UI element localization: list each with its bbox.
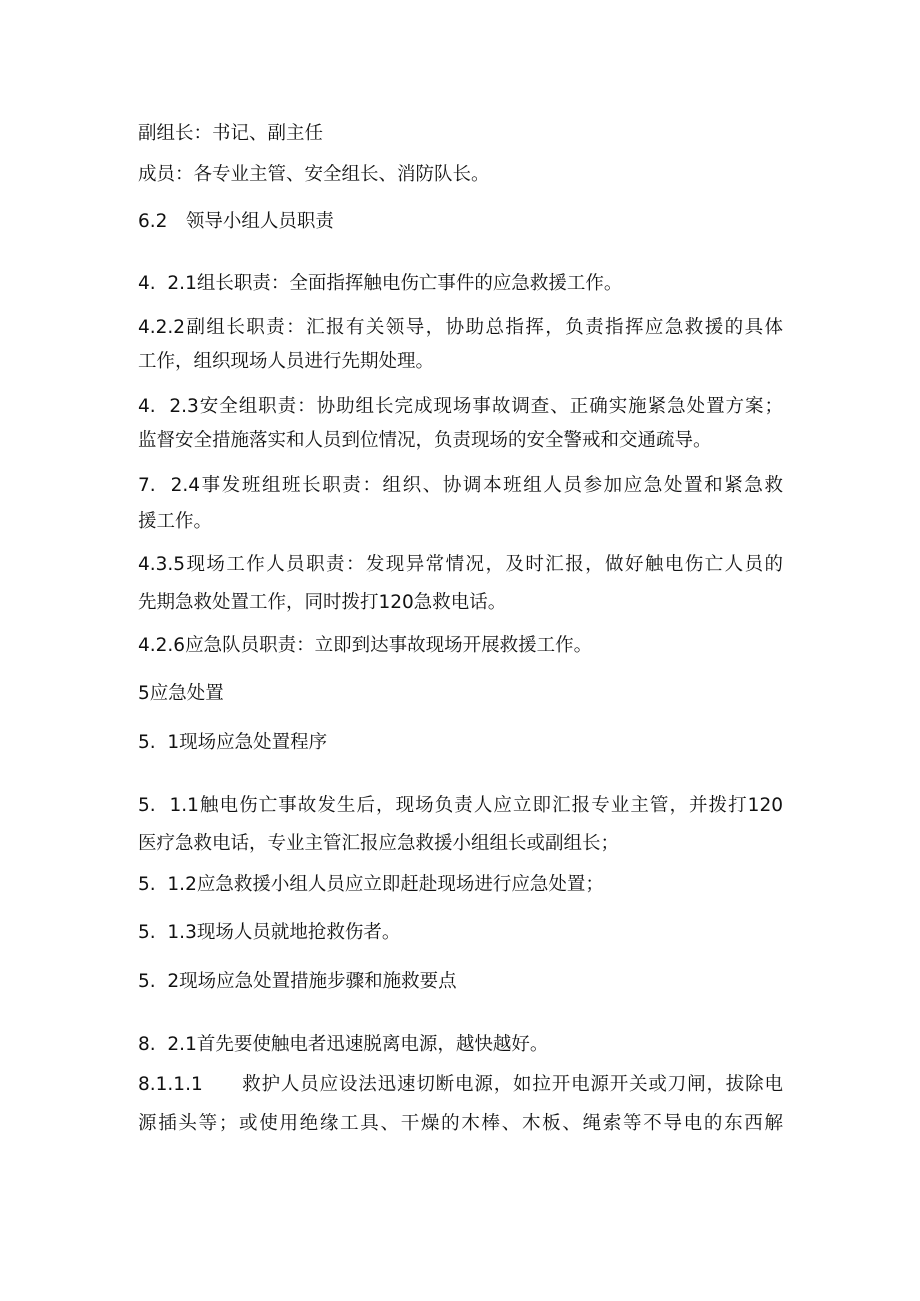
text-line: 监督安全措施落实和人员到位情况，负责现场的安全警戒和交通疏导。 (138, 430, 712, 451)
section-heading: 6.2 领导小组人员职责 (138, 211, 334, 232)
section-heading: 5. 1现场应急处置程序 (138, 732, 328, 753)
text-line: 4.3.5现场工作人员职责：发现异常情况，及时汇报，做好触电伤亡人员的 (138, 554, 783, 575)
text-line: 8. 2.1首先要使触电者迅速脱离电源，越快越好。 (138, 1034, 549, 1055)
text-line: 4. 2.1组长职责：全面指挥触电伤亡事件的应急救援工作。 (138, 273, 623, 294)
section-heading: 5. 2现场应急处置措施步骤和施救要点 (138, 971, 457, 992)
text-line: 4. 2.3安全组职责：协助组长完成现场事故调查、正确实施紧急处置方案； (138, 396, 783, 417)
text-line: 8.1.1.1 救护人员应设法迅速切断电源，如拉开电源开关或刀闸，拔除电 (138, 1074, 783, 1095)
text-line: 副组长：书记、副主任 (138, 123, 324, 144)
text-line: 医疗急救电话，专业主管汇报应急救援小组组长或副组长； (138, 833, 620, 854)
text-line: 5. 1.3现场人员就地抢救伤者。 (138, 922, 401, 943)
text-line: 援工作。 (138, 511, 213, 532)
text-line: 7. 2.4事发班组班长职责：组织、协调本班组人员参加应急处置和紧急救 (138, 475, 783, 496)
text-line: 先期急救处置工作，同时拨打120急救电话。 (138, 592, 507, 613)
text-line: 4.2.6应急队员职责：立即到达事故现场开展救援工作。 (138, 635, 593, 656)
text-line: 成员：各专业主管、安全组长、消防队长。 (138, 164, 490, 185)
section-heading: 5应急处置 (138, 683, 224, 704)
text-line: 4.2.2副组长职责：汇报有关领导，协助总指挥，负责指挥应急救援的具体 (138, 317, 783, 338)
text-line: 5. 1.1触电伤亡事故发生后，现场负责人应立即汇报专业主管，并拨打120 (138, 795, 783, 816)
text-line: 源插头等；或使用绝缘工具、干燥的木棒、木板、绳索等不导电的东西解 (138, 1113, 783, 1134)
text-line: 工作，组织现场人员进行先期处理。 (138, 351, 435, 372)
text-line: 5. 1.2应急救援小组人员应立即赶赴现场进行应急处置； (138, 874, 604, 895)
